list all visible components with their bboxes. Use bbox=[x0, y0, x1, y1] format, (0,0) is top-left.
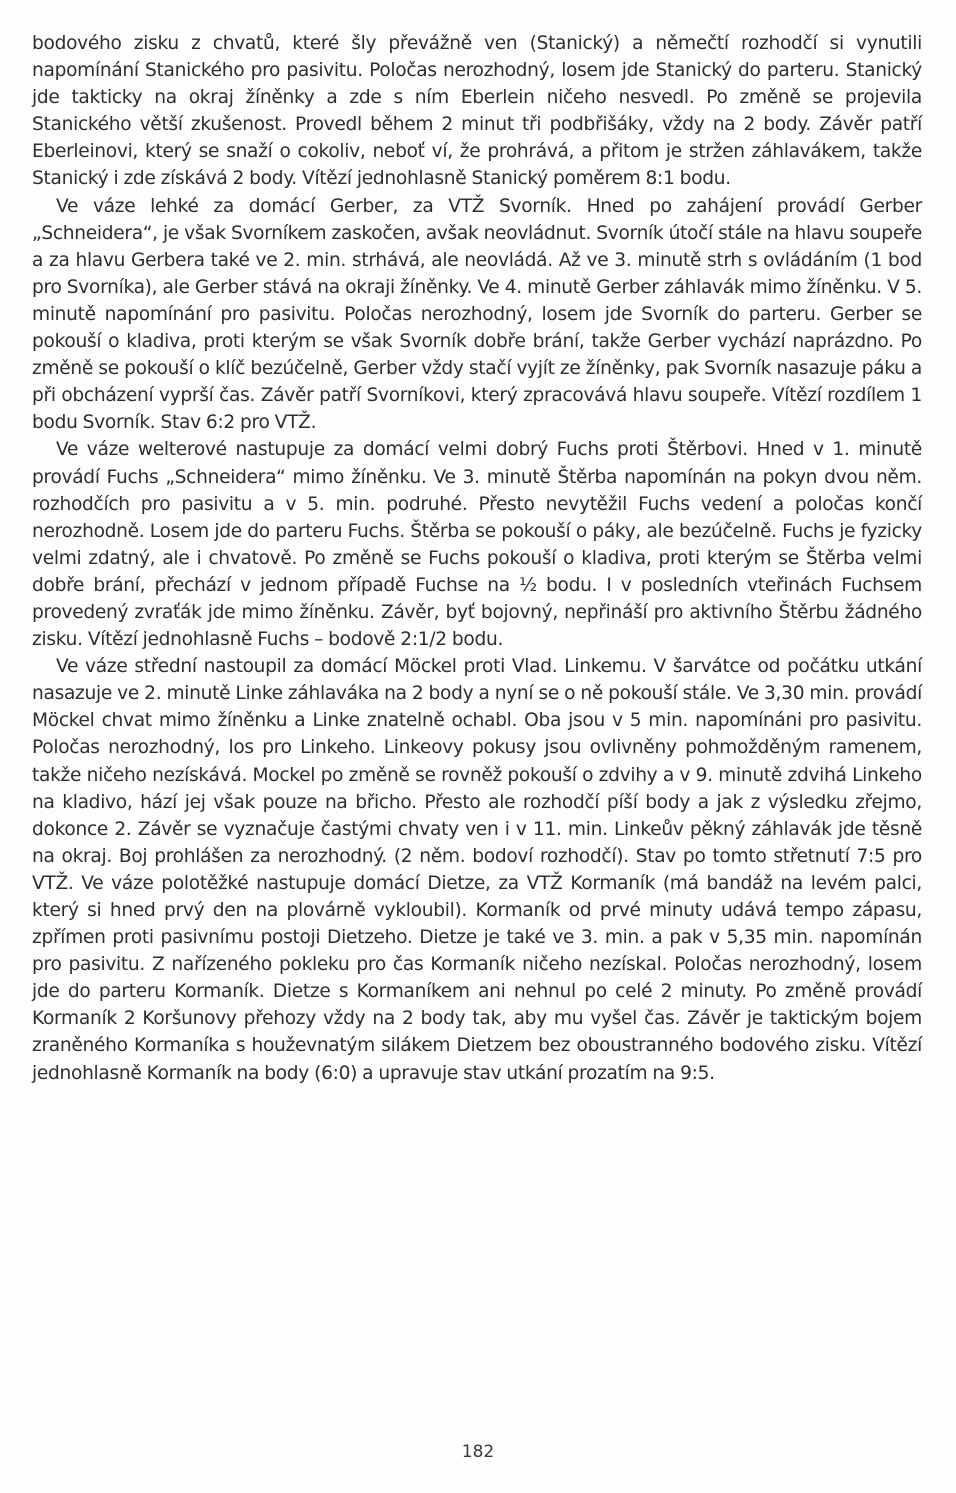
paragraph-3: Ve váze welterové nastupuje za domácí velmi dobrý Fuchs proti Štěrbovi. Hned v 1. minutě provádí Fuchs „Schneidera“ mimo žíněnku. Ve 3. minutě Štěrba napomínán na pokyn dvou něm. rozhodčích pro pasivitu a v 5. min. podruhé. Přesto nevytěžil Fuchs vedení a poločas končí nerozhodně. Losem jde do parteru Fuchs. Štěrba se pokouší o páky, ale bezúčelně. Fuchs je fyzicky velmi zdatný, ale i chvatově. Po změně se Fuchs pokouší o kladiva, proti kterým se Štěrba velmi dobře brání, přechází v jednom případě Fuchse na ½ bodu. I v posledních vteřinách Fuchsem provedený zvraťák jde mimo žíněnku. Závěr, byť bojovný, nepřináší pro aktivního Štěrbu žádného zisku. Vítězí jednohlasně Fuchs – bodově 2:1/2 bodu. bbox=[32, 439, 922, 651]
page-number: 182 bbox=[461, 1442, 495, 1462]
paragraph-2: Ve váze lehké za domácí Gerber, za VTŽ Svorník. Hned po zahájení provádí Gerber „Schneidera“, je však Svorníkem zaskočen, avšak neovládnut. Svorník útočí stále na hlavu soupeře a za hlavu Gerbera také ve 2. min. strhává, ale neovládá. Až ve 3. minutě strh s ovládáním (1 bod pro Svorníka), ale Gerber stává na okraji žíněnky. Ve 4. minutě Gerber záhlavák mimo žíněnku. V 5. minutě napomínání pro pasivitu. Poločas nerozhodný, losem jde Svorník do parteru. Gerber se pokouší o kladiva, proti kterým se však Svorník dobře brání, takže Gerber vychází naprázdno. Po změně se pokouší o klíč bezúčelně, Gerber vždy stačí vyjít ze žíněnky, pak Svorník nasazuje páku a při obcházení vyprší čas. Závěr patří Svorníkovi, který zpracovává hlavu soupeře. Vítězí rozdílem 1 bodu Svorník. Stav 6:2 pro VTŽ. bbox=[32, 195, 922, 434]
paragraph-1: bodového zisku z chvatů, které šly převážně ven (Stanický) a němečtí rozhodčí si vynutili napomínání Stanického pro pasivitu. Poločas nerozhodný, losem jde Stanický do parteru. Stanický jde takticky na okraj žíněnky a zde s ním Eberlein ničeho nesvedl. Po změně se projevila Stanického větší zkušenost. Provedl během 2 minut tři podbřišáky, vždy na 2 body. Závěr patří Eberleinovi, který se snaží o cokoliv, neboť ví, že prohrává, a přitom je stržen záhlavákem, takže Stanický i zde získává 2 body. Vítězí jednohlasně Stanický poměrem 8:1 bodu. bbox=[32, 33, 922, 190]
body-text bbox=[32, 30, 922, 1087]
paragraph-4: Ve váze střední nastoupil za domácí Möckel proti Vlad. Linkemu. V šarvátce od počátku utkání nasazuje ve 2. minutě Linke záhlaváka na 2 body a nyní se o ně pokouší stále. Ve 3,30 min. provádí Möckel chvat mimo žíněnku a Linke znatelně ochabl. Oba jsou v 5 min. napomínáni pro pasivitu. Poločas nerozhodný, los pro Linkeho. Linkeovy pokusy jsou ovlivněny pohmožděným ramenem, takže ničeho nezískává. Mockel po změně se rovněž pokouší o zdvihy a v 9. minutě zdvihá Linkeho na kladivo, hází jej však pouze na břicho. Přesto ale rozhodčí píší body a jak z výsledku zřejmo, dokonce 2. Závěr se vyznačuje častými chvaty ven i v 11. min. Linkeův pěkný záhlavák jde těsně na okraj. Boj prohlášen za nerozhodný. (2 něm. bodoví rozhodčí). Stav po tomto střetnutí 7:5 pro VTŽ. Ve váze polotěžké nastupuje domácí Dietze, za VTŽ Kormaník (má bandáž na levém palci, který si hned prvý den na plovárně vykloubil). Kormaník od prvé minuty udává tempo zápasu, zpřímen proti pasivnímu postoji Dietzeho. Dietze je také ve 3. min. a pak v 5,35 min. napomínán pro pasivitu. Z nařízeného pokleku pro čas Kormaník ničeho nezískal. Poločas nerozhodný, losem jde do parteru Kormaník. Dietze s Kormaníkem ani nehnul po celé 2 minuty. Po změně provádí Kormaník 2 Koršunovy přehozy vždy na 2 body tak, aby mu vyšel čas. Závěr je taktickým bojem zraněného Kormaníka s houževnatým silákem Dietzem bez oboustranného bodového zisku. Vítězí jednohlasně Kormaník na body (6:0) a upravuje stav utkání prozatím na 9:5. bbox=[32, 656, 922, 1084]
